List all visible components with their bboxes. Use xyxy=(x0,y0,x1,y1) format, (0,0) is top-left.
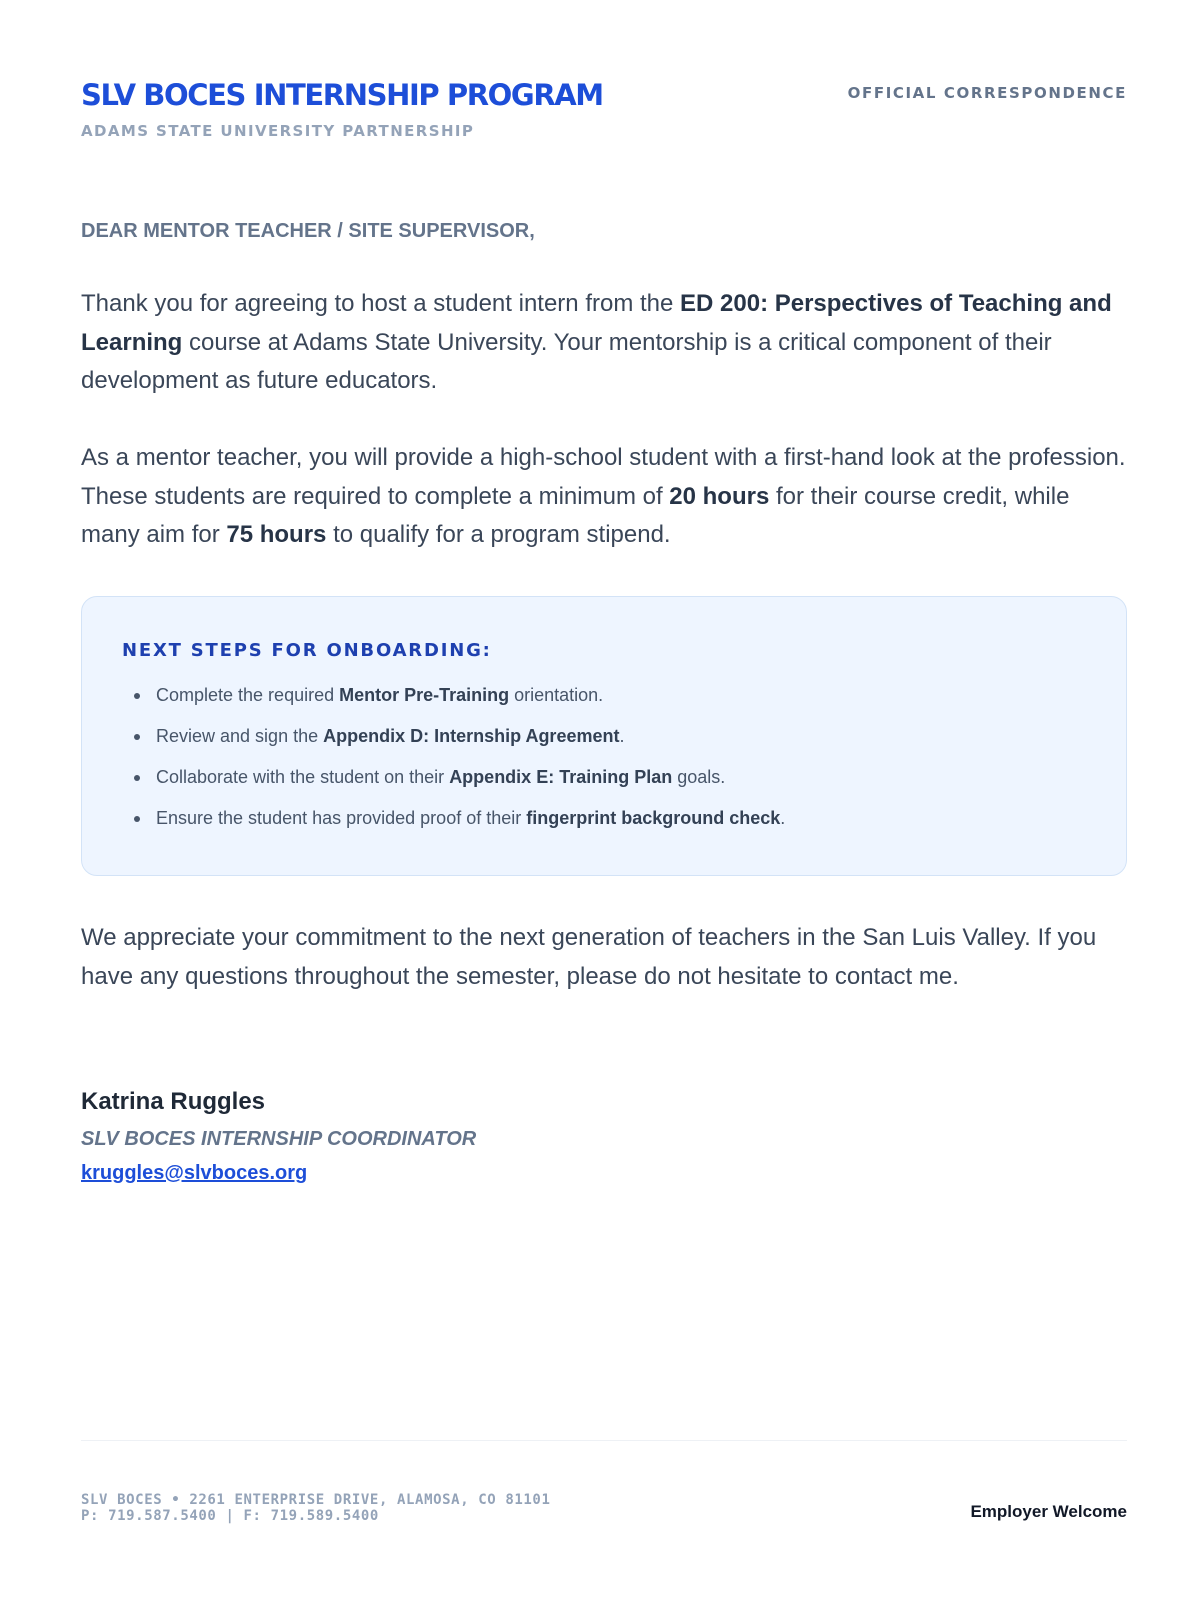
onboarding-steps-title: NEXT STEPS FOR ONBOARDING: xyxy=(122,640,492,661)
intro-text-2: course at Adams State University. Your mentorship is a critical component of their development as future educators. xyxy=(81,328,1052,394)
list-item-text: Complete the required xyxy=(156,685,340,705)
list-item-text: Ensure the student has provided proof of their xyxy=(156,808,527,828)
signature-name: Katrina Ruggles xyxy=(81,1088,266,1115)
program-subtitle: ADAMS STATE UNIVERSITY PARTNERSHIP xyxy=(81,122,475,140)
requirements-paragraph xyxy=(81,439,1131,555)
requirements-text-1: As a mentor teacher, you will provide a high-school student with a first-hand look at the profession. These students are required to complete a minimum of xyxy=(81,444,1126,510)
list-item-text: . xyxy=(619,726,625,746)
list-item-text: . xyxy=(780,808,786,828)
list-item xyxy=(123,806,785,847)
course-name: ED 200: Perspectives of Teaching and Learning xyxy=(81,290,1112,356)
correspondence-tag: OFFICIAL CORRESPONDENCE xyxy=(847,84,1127,102)
program-title: SLV BOCES INTERNSHIP PROGRAM xyxy=(81,78,603,112)
list-item xyxy=(123,765,785,806)
footer-phones: P: 719.587.5400 | F: 719.589.5400 xyxy=(81,1508,379,1524)
letterhead xyxy=(81,78,1127,148)
closing-paragraph: We appreciate your commitment to the next generation of teachers in the San Luis Valley. If you have any questions throughout the semester, please do not hesitate to contact me. xyxy=(81,924,1097,990)
list-item-emphasis: Mentor Pre-Training xyxy=(339,685,510,705)
salutation: DEAR MENTOR TEACHER / SITE SUPERVISOR, xyxy=(81,220,535,242)
list-item-text: orientation. xyxy=(509,685,604,705)
onboarding-steps-box xyxy=(81,596,1127,876)
list-item-text: Review and sign the xyxy=(156,726,324,746)
list-item-text: goals. xyxy=(672,767,726,787)
footer-divider xyxy=(81,1440,1127,1441)
footer-address: SLV BOCES • 2261 ENTERPRISE DRIVE, ALAMOSA, CO 81101 xyxy=(81,1492,551,1508)
list-item-emphasis: fingerprint background check xyxy=(526,808,781,828)
onboarding-steps-list xyxy=(123,683,785,847)
stipend-hours: 75 hours xyxy=(226,521,327,548)
list-item xyxy=(123,683,785,724)
footer-label: Employer Welcome xyxy=(970,1502,1127,1521)
intro-text-1: Thank you for agreeing to host a student intern from the xyxy=(81,290,681,317)
minimum-hours: 20 hours xyxy=(669,482,770,510)
list-item-text: Collaborate with the student on their xyxy=(156,767,450,787)
signature-title: SLV BOCES INTERNSHIP COORDINATOR xyxy=(81,1128,477,1150)
list-item xyxy=(123,724,785,765)
requirements-text-3: to qualify for a program stipend. xyxy=(326,521,671,548)
intro-paragraph xyxy=(81,285,1131,401)
list-item-emphasis: Appendix D: Internship Agreement xyxy=(323,726,620,746)
signature-email-link[interactable]: kruggles@slvboces.org xyxy=(81,1162,308,1184)
requirements-text-2: for their course credit, while many aim for xyxy=(81,482,1070,548)
list-item-emphasis: Appendix E: Training Plan xyxy=(449,767,673,787)
